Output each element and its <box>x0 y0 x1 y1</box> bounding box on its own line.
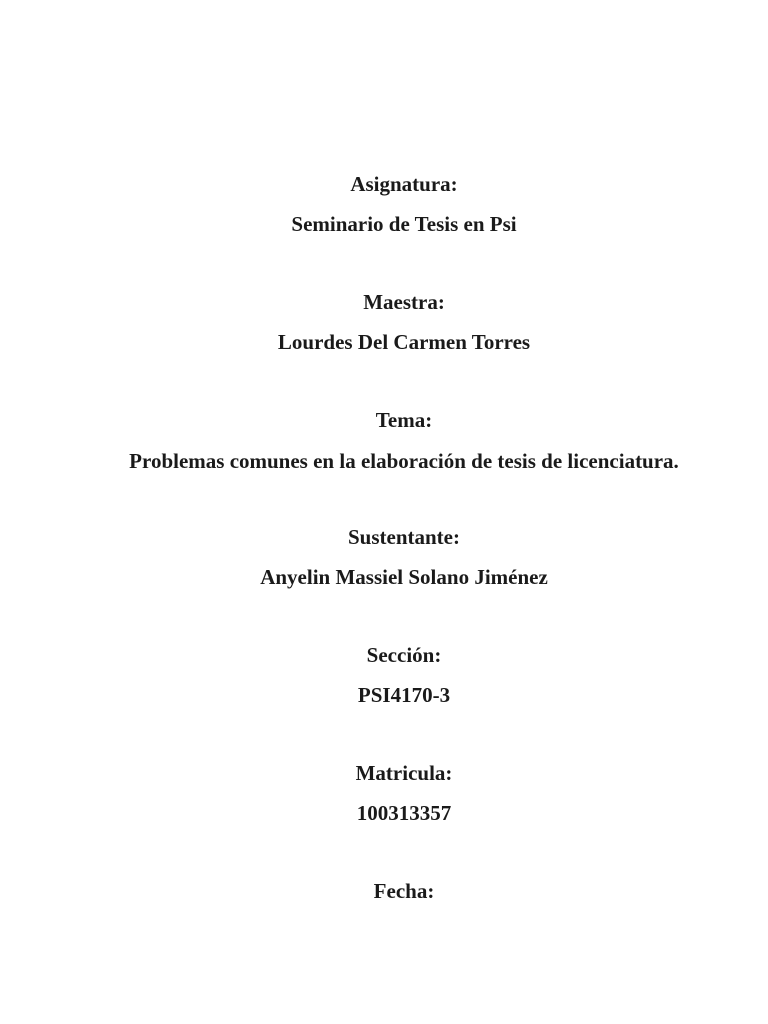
teacher-label: Maestra: <box>363 290 445 314</box>
section-value: PSI4170-3 <box>357 683 451 707</box>
enrollment-value: 100313357 <box>356 801 452 825</box>
teacher-value: Lourdes Del Carmen Torres <box>277 330 531 354</box>
topic-label: Tema: <box>375 408 433 432</box>
subject-value: Seminario de Tesis en Psi <box>291 212 517 236</box>
presenter-label: Sustentante: <box>347 525 460 549</box>
enrollment-label: Matricula: <box>355 761 453 785</box>
topic-value: Problemas comunes en la elaboración de tesis de licenciatura. <box>129 449 679 473</box>
subject-label: Asignatura: <box>350 172 458 196</box>
section-label: Sección: <box>366 643 442 667</box>
date-label: Fecha: <box>373 879 435 903</box>
presenter-value: Anyelin Massiel Solano Jiménez <box>260 565 548 589</box>
